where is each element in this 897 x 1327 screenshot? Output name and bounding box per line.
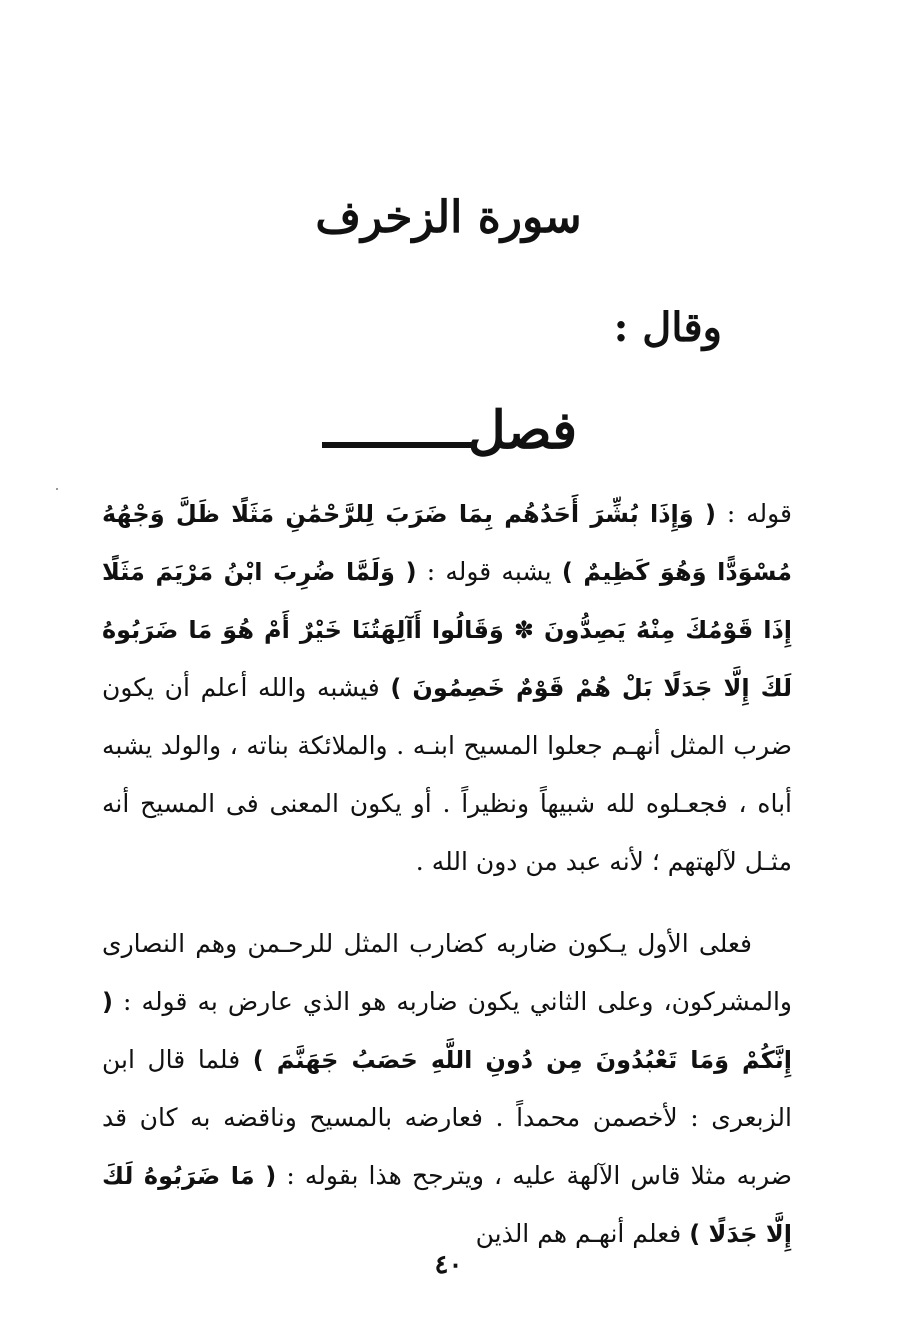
page-number: ٤٠ xyxy=(434,1250,463,1280)
quran-quote-2: ( وَلَمَّا ضُرِبَ ابْنُ مَرْيَمَ مَثَلًا إِذَا قَوْمُكَ مِنْهُ يَصِدُّونَ ✽ وَقَالُوا أَآلِهَتُنَا خَيْرٌ أَمْ هُوَ مَا ضَرَبُوهُ لَكَ إِلَّا جَدَلًا بَلْ هُمْ قَوْمٌ خَصِمُونَ ) xyxy=(102,558,792,702)
paragraph-1-mid: يشبه قوله : xyxy=(426,557,552,586)
margin-speck xyxy=(56,488,58,490)
fasl-heading xyxy=(320,398,577,464)
quran-quote-1: ( وَإِذَا بُشِّرَ أَحَدُهُم بِمَا ضَرَبَ لِلرَّحْمَٰنِ مَثَلًا ظَلَّ وَجْهُهُ مُسْوَدًّا وَهُوَ كَظِيمٌ ) xyxy=(102,500,792,586)
quran-quote-4: ( مَا ضَرَبُوهُ لَكَ إِلَّا جَدَلًا ) xyxy=(102,1162,792,1248)
surah-title: سورة الزخرف xyxy=(315,192,582,243)
quran-quote-3: ( إِنَّكُمْ وَمَا تَعْبُدُونَ مِن دُونِ اللَّهِ حَصَبُ جَهَنَّمَ ) xyxy=(102,988,792,1074)
fasl-heading-tatweel xyxy=(322,442,472,448)
paragraph-1-intro: قوله : xyxy=(726,499,792,528)
paragraph-2-part-1: فعلى الأول يـكون ضاربه كضارب المثل للرحـمن وهم النصارى والمشركون، وعلى الثاني يكون ضاربه هو الذي عارض به قوله : xyxy=(102,929,792,1016)
paragraph-1 xyxy=(102,485,792,891)
paragraph-1-rest: فيشبه والله أعلم أن يكون ضرب المثل أنهـم جعلوا المسيح ابنـه . والملائكة بناته ، والولد يشبه أباه ، فجعـلوه لله شبيهاً ونظيراً . أو يكون المعنى فى المسيح أنه مثـل لآلهتهم ؛ لأنه عبد من دون الله . xyxy=(102,673,792,876)
paragraph-2-part-2: فلما قال ابن الزبعرى : لأخصمن محمداً . فعارضه بالمسيح وناقضه به كان قد ضربه مثلا قاس الآلهة عليه ، ويترجح هذا بقوله : xyxy=(102,1045,792,1190)
fasl-heading-text: فصل xyxy=(467,400,578,461)
paragraph-2-part-3: فعلم أنهـم هم الذين xyxy=(475,1219,682,1248)
fasl-heading-wrap xyxy=(0,398,897,464)
section-intro-heading: وقال : xyxy=(613,304,722,351)
paragraph-2 xyxy=(102,915,792,1263)
